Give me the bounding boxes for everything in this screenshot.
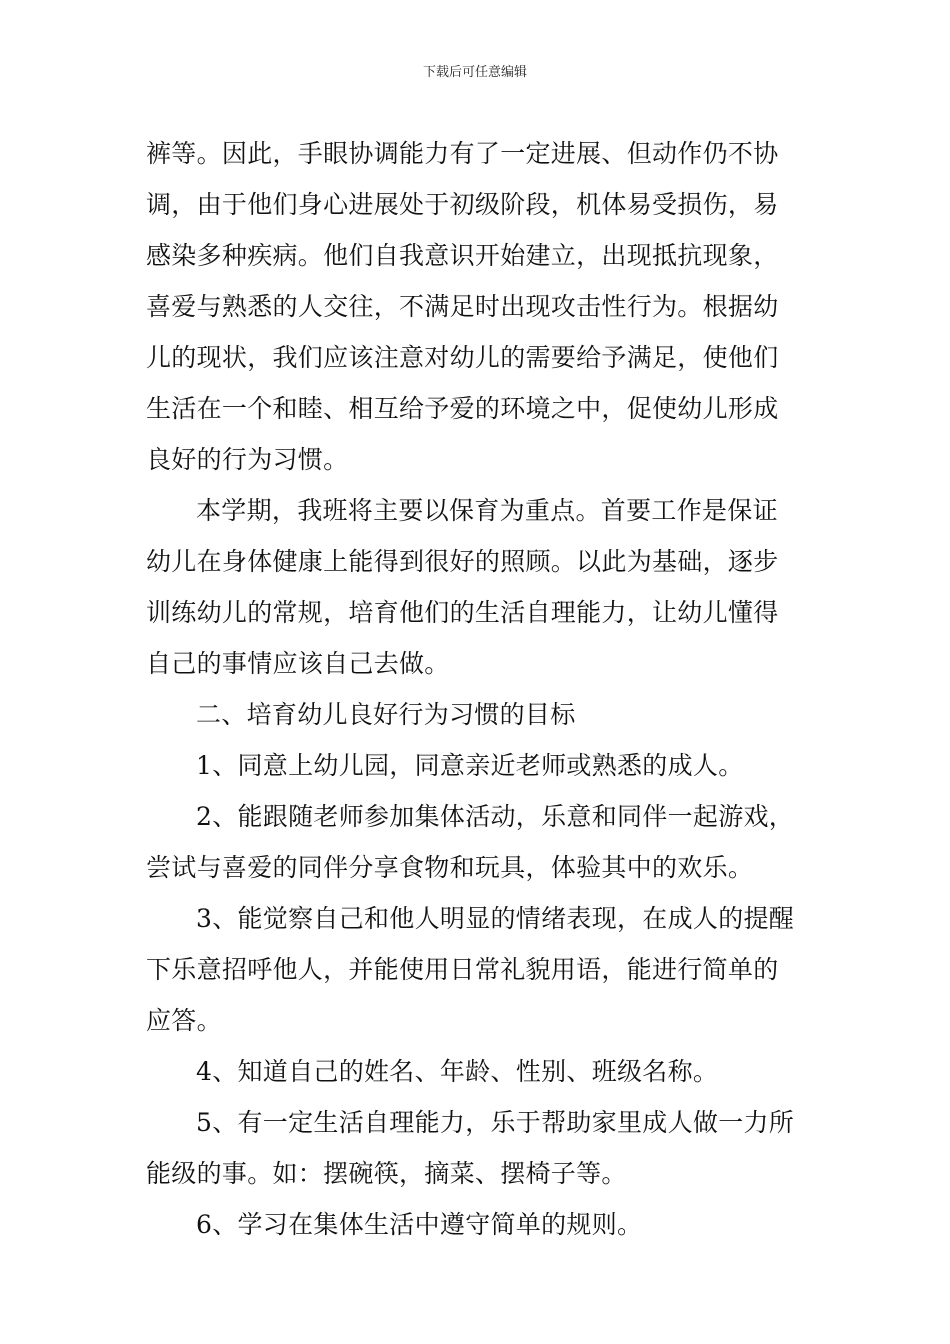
paragraph-first-line: 本学期，我班将主要以保育为重点。首要工作是保证 <box>196 496 778 525</box>
list-item: 2、能跟随老师参加集体活动，乐意和同伴一起游戏， <box>196 802 795 831</box>
list-item: 1、同意上幼儿园，同意亲近老师或熟悉的成人。 <box>196 751 744 780</box>
list-item: 5、有一定生活自理能力，乐于帮助家里成人做一力所 <box>196 1108 795 1137</box>
page-header: 下载后可任意编辑 <box>422 65 527 80</box>
list-item: 6、学习在集体生活中遵守简单的规则。 <box>196 1210 643 1239</box>
text-line: 感染多种疾病。他们自我意识开始建立，出现抵抗现象， <box>146 241 779 270</box>
text-line: 儿的现状，我们应该注意对幼儿的需要给予满足，使他们 <box>146 343 779 372</box>
text-line: 自己的事情应该自己去做。 <box>146 649 450 678</box>
text-line: 训练幼儿的常规，培育他们的生活自理能力，让幼儿懂得 <box>146 598 779 627</box>
text-line: 幼儿在身体健康上能得到很好的照顾。以此为基础，逐步 <box>146 547 779 576</box>
text-line: 生活在一个和睦、相互给予爱的环境之中，促使幼儿形成 <box>146 394 779 423</box>
document-body <box>146 128 810 1250</box>
section-heading: 二、培育幼儿良好行为习惯的目标 <box>196 700 576 729</box>
text-line: 能级的事。如：摆碗筷，摘菜、摆椅子等。 <box>146 1159 627 1188</box>
text-line: 尝试与喜爱的同伴分享食物和玩具，体验其中的欢乐。 <box>146 853 754 882</box>
text-line: 调，由于他们身心进展处于初级阶段，机体易受损伤，易 <box>146 190 779 219</box>
text-line: 应答。 <box>146 1006 222 1035</box>
list-item: 3、能觉察自己和他人明显的情绪表现，在成人的提醒 <box>196 904 795 933</box>
text-line: 裤等。因此，手眼协调能力有了一定进展、但动作仍不协 <box>146 139 779 168</box>
text-line: 良好的行为习惯。 <box>146 445 349 474</box>
list-item: 4、知道自己的姓名、年龄、性别、班级名称。 <box>196 1057 719 1086</box>
text-line: 喜爱与熟悉的人交往，不满足时出现攻击性行为。根据幼 <box>146 292 779 321</box>
text-line: 下乐意招呼他人，并能使用日常礼貌用语，能进行简单的 <box>146 955 779 984</box>
